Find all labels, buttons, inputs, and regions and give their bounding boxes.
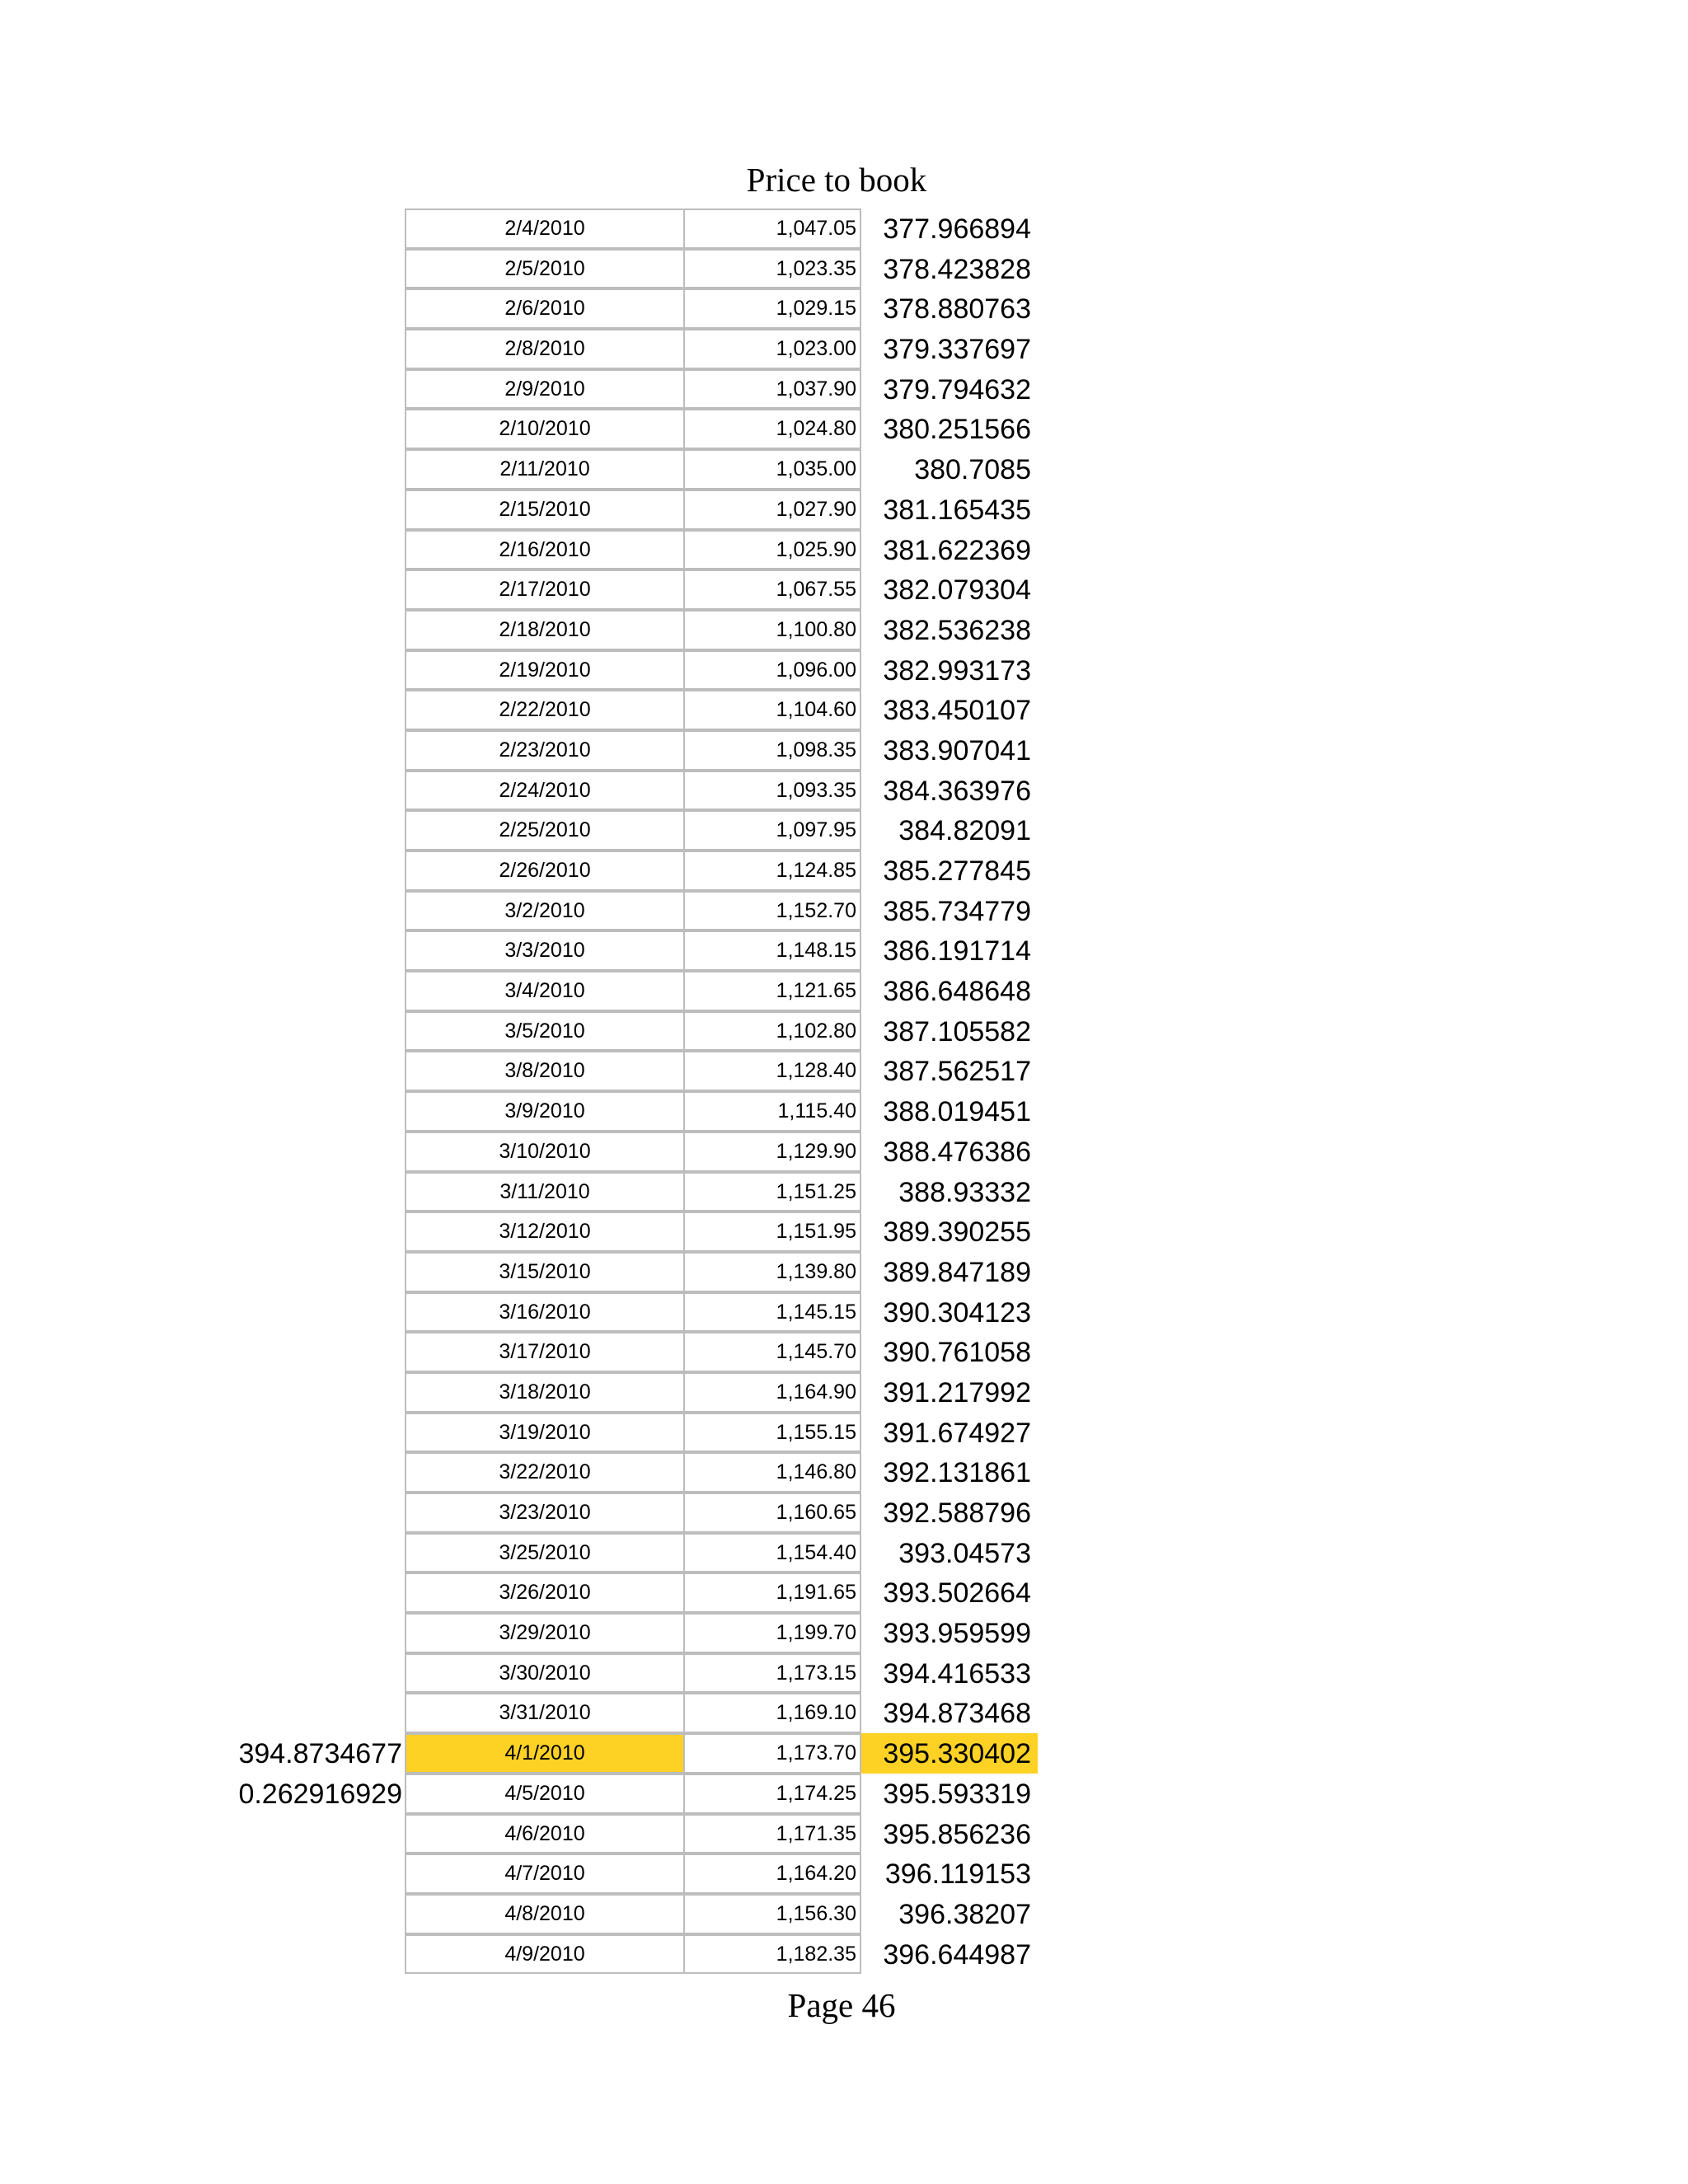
book-value-cell: 379.794632: [883, 373, 1031, 405]
price-cell: 1,148.15: [683, 930, 861, 971]
date-cell: 2/4/2010: [405, 209, 685, 249]
table-row: [0, 810, 1688, 851]
price-cell: 1,164.90: [683, 1372, 861, 1413]
table-row: [0, 288, 1688, 329]
table-row: [0, 1413, 1688, 1453]
table-row: [0, 1172, 1688, 1212]
book-value-cell: 395.330402: [861, 1733, 1038, 1774]
price-cell: 1,151.25: [683, 1172, 861, 1212]
date-cell: 2/23/2010: [405, 730, 685, 771]
price-cell: 1,146.80: [683, 1452, 861, 1493]
table-row: [0, 1533, 1688, 1573]
book-value-cell: 380.251566: [883, 414, 1031, 446]
table-row: [0, 1493, 1688, 1533]
price-cell: 1,124.85: [683, 851, 861, 891]
book-value-cell: 391.674927: [883, 1417, 1031, 1449]
date-cell: 3/15/2010: [405, 1252, 685, 1292]
date-cell: 2/11/2010: [405, 449, 685, 490]
date-cell: 4/9/2010: [405, 1934, 685, 1975]
book-value-cell: 393.04573: [898, 1537, 1031, 1569]
table-row: [0, 1252, 1688, 1292]
date-cell: 2/19/2010: [405, 650, 685, 691]
book-value-cell: 386.648648: [883, 976, 1031, 1008]
book-value-cell: 387.105582: [883, 1015, 1031, 1047]
table-row: [0, 569, 1688, 610]
price-cell: 1,027.90: [683, 490, 861, 530]
price-cell: 1,173.70: [683, 1733, 861, 1774]
price-cell: 1,023.00: [683, 329, 861, 369]
date-cell: 2/6/2010: [405, 288, 685, 329]
table-row: [0, 610, 1688, 650]
book-value-cell: 390.304123: [883, 1296, 1031, 1329]
price-cell: 1,174.25: [683, 1774, 861, 1814]
price-cell: 1,098.35: [683, 730, 861, 771]
table-row: [0, 1934, 1688, 1975]
table-row: [0, 530, 1688, 570]
table-row: [0, 1452, 1688, 1493]
table-row: [0, 209, 1688, 249]
table-row: [0, 1854, 1688, 1894]
book-value-cell: 383.450107: [883, 695, 1031, 727]
table-row: [0, 1894, 1688, 1934]
table-row: [0, 1733, 1688, 1774]
date-cell: 4/5/2010: [405, 1774, 685, 1814]
table-row: [0, 1372, 1688, 1413]
table-row: [0, 730, 1688, 771]
date-cell: 3/31/2010: [405, 1693, 685, 1733]
table-row: [0, 1613, 1688, 1653]
table-row: [0, 1814, 1688, 1854]
price-cell: 1,182.35: [683, 1934, 861, 1975]
price-cell: 1,164.20: [683, 1854, 861, 1894]
table-row: [0, 930, 1688, 971]
date-cell: 3/3/2010: [405, 930, 685, 971]
date-cell: 3/30/2010: [405, 1653, 685, 1694]
table-row: [0, 1693, 1688, 1733]
table-row: [0, 891, 1688, 931]
price-cell: 1,029.15: [683, 288, 861, 329]
price-cell: 1,128.40: [683, 1051, 861, 1091]
price-cell: 1,025.90: [683, 530, 861, 570]
table-row: [0, 1051, 1688, 1091]
table-row: [0, 971, 1688, 1011]
date-cell: 4/7/2010: [405, 1854, 685, 1894]
date-cell: 3/25/2010: [405, 1533, 685, 1573]
book-value-cell: 396.119153: [884, 1858, 1031, 1891]
price-cell: 1,104.60: [683, 690, 861, 730]
price-cell: 1,145.70: [683, 1332, 861, 1372]
price-cell: 1,199.70: [683, 1613, 861, 1653]
book-value-cell: 384.82091: [898, 815, 1031, 847]
book-value-cell: 388.476386: [883, 1136, 1031, 1168]
price-cell: 1,037.90: [683, 369, 861, 410]
date-cell: 3/9/2010: [405, 1091, 685, 1132]
table-row: [0, 1011, 1688, 1052]
table-row: [0, 1653, 1688, 1694]
price-cell: 1,100.80: [683, 610, 861, 650]
table-row: [0, 490, 1688, 530]
date-cell: 3/11/2010: [405, 1172, 685, 1212]
book-value-cell: 386.191714: [883, 935, 1031, 968]
table-row: [0, 650, 1688, 691]
price-cell: 1,160.65: [683, 1493, 861, 1533]
date-cell: 2/9/2010: [405, 369, 685, 410]
book-value-cell: 393.959599: [883, 1618, 1031, 1650]
book-value-cell: 388.019451: [883, 1096, 1031, 1128]
price-cell: 1,096.00: [683, 650, 861, 691]
table-row: [0, 1132, 1688, 1172]
price-cell: 1,115.40: [683, 1091, 861, 1132]
date-cell: 3/22/2010: [405, 1452, 685, 1493]
price-cell: 1,152.70: [683, 891, 861, 931]
date-cell: 3/4/2010: [405, 971, 685, 1011]
date-cell: 3/19/2010: [405, 1413, 685, 1453]
book-value-cell: 391.217992: [883, 1376, 1031, 1408]
book-value-cell: 388.93332: [898, 1176, 1031, 1208]
price-cell: 1,047.05: [683, 209, 861, 249]
date-cell: 3/12/2010: [405, 1212, 685, 1252]
table-row: [0, 1572, 1688, 1613]
price-cell: 1,154.40: [683, 1533, 861, 1573]
book-value-cell: 393.502664: [883, 1577, 1031, 1610]
table-row: [0, 851, 1688, 891]
book-value-cell: 382.536238: [883, 614, 1031, 646]
table-row: [0, 1774, 1688, 1814]
book-value-cell: 377.966894: [883, 213, 1031, 245]
table-row: [0, 409, 1688, 449]
date-cell: 3/18/2010: [405, 1372, 685, 1413]
date-cell: 4/6/2010: [405, 1814, 685, 1854]
book-value-cell: 384.363976: [883, 775, 1031, 807]
date-cell: 2/24/2010: [405, 771, 685, 811]
date-cell: 4/8/2010: [405, 1894, 685, 1934]
date-cell: 2/26/2010: [405, 851, 685, 891]
date-cell: 3/5/2010: [405, 1011, 685, 1052]
price-cell: 1,139.80: [683, 1252, 861, 1292]
table-row: [0, 1091, 1688, 1132]
date-cell: 2/17/2010: [405, 569, 685, 610]
date-cell: 4/1/2010: [405, 1733, 685, 1774]
price-cell: 1,151.95: [683, 1212, 861, 1252]
book-value-cell: 378.880763: [883, 293, 1031, 326]
book-value-cell: 394.873468: [883, 1698, 1031, 1730]
book-value-cell: 389.847189: [883, 1256, 1031, 1288]
date-cell: 3/10/2010: [405, 1132, 685, 1172]
book-value-cell: 396.644987: [883, 1938, 1031, 1971]
book-value-cell: 390.761058: [883, 1337, 1031, 1369]
book-value-cell: 385.734779: [883, 895, 1031, 927]
table-row: [0, 369, 1688, 410]
table-row: [0, 1292, 1688, 1333]
price-cell: 1,023.35: [683, 249, 861, 289]
book-value-cell: 389.390255: [883, 1216, 1031, 1249]
price-cell: 1,093.35: [683, 771, 861, 811]
date-cell: 2/5/2010: [405, 249, 685, 289]
book-value-cell: 385.277845: [883, 855, 1031, 887]
page-title: Price to book: [746, 161, 927, 199]
date-cell: 3/8/2010: [405, 1051, 685, 1091]
date-cell: 2/10/2010: [405, 409, 685, 449]
table-row: [0, 690, 1688, 730]
book-value-cell: 387.562517: [883, 1056, 1031, 1088]
side-note-value: 394.8734677: [238, 1738, 402, 1770]
price-cell: 1,102.80: [683, 1011, 861, 1052]
price-cell: 1,191.65: [683, 1572, 861, 1613]
price-cell: 1,121.65: [683, 971, 861, 1011]
table-row: [0, 1212, 1688, 1252]
date-cell: 2/18/2010: [405, 610, 685, 650]
date-cell: 2/25/2010: [405, 810, 685, 851]
date-cell: 3/2/2010: [405, 891, 685, 931]
book-value-cell: 392.131861: [883, 1457, 1031, 1489]
table-row: [0, 249, 1688, 289]
book-value-cell: 383.907041: [883, 734, 1031, 766]
book-value-cell: 382.993173: [883, 654, 1031, 687]
date-cell: 2/15/2010: [405, 490, 685, 530]
date-cell: 3/16/2010: [405, 1292, 685, 1333]
book-value-cell: 381.622369: [883, 534, 1031, 566]
table-row: [0, 449, 1688, 490]
side-note-value: 0.262916929: [238, 1778, 402, 1810]
date-cell: 2/8/2010: [405, 329, 685, 369]
price-cell: 1,173.15: [683, 1653, 861, 1694]
book-value-cell: 395.593319: [883, 1778, 1031, 1810]
price-cell: 1,156.30: [683, 1894, 861, 1934]
price-cell: 1,169.10: [683, 1693, 861, 1733]
date-cell: 3/26/2010: [405, 1572, 685, 1613]
table-row: [0, 771, 1688, 811]
date-cell: 3/29/2010: [405, 1613, 685, 1653]
price-cell: 1,155.15: [683, 1413, 861, 1453]
date-cell: 2/16/2010: [405, 530, 685, 570]
book-value-cell: 381.165435: [883, 494, 1031, 526]
price-cell: 1,035.00: [683, 449, 861, 490]
page-number: Page 46: [787, 1986, 896, 2024]
book-value-cell: 392.588796: [883, 1497, 1031, 1529]
date-cell: 3/17/2010: [405, 1332, 685, 1372]
book-value-cell: 395.856236: [883, 1818, 1031, 1850]
price-table: [0, 209, 1688, 1974]
price-cell: 1,171.35: [683, 1814, 861, 1854]
date-cell: 2/22/2010: [405, 690, 685, 730]
book-value-cell: 378.423828: [883, 253, 1031, 285]
table-row: [0, 329, 1688, 369]
book-value-cell: 382.079304: [883, 574, 1031, 607]
price-cell: 1,067.55: [683, 569, 861, 610]
table-row: [0, 1332, 1688, 1372]
price-cell: 1,145.15: [683, 1292, 861, 1333]
book-value-cell: 394.416533: [883, 1657, 1031, 1690]
book-value-cell: 379.337697: [883, 334, 1031, 366]
price-cell: 1,024.80: [683, 409, 861, 449]
price-cell: 1,129.90: [683, 1132, 861, 1172]
date-cell: 3/23/2010: [405, 1493, 685, 1533]
price-cell: 1,097.95: [683, 810, 861, 851]
book-value-cell: 396.38207: [898, 1898, 1031, 1930]
book-value-cell: 380.7085: [914, 454, 1031, 486]
